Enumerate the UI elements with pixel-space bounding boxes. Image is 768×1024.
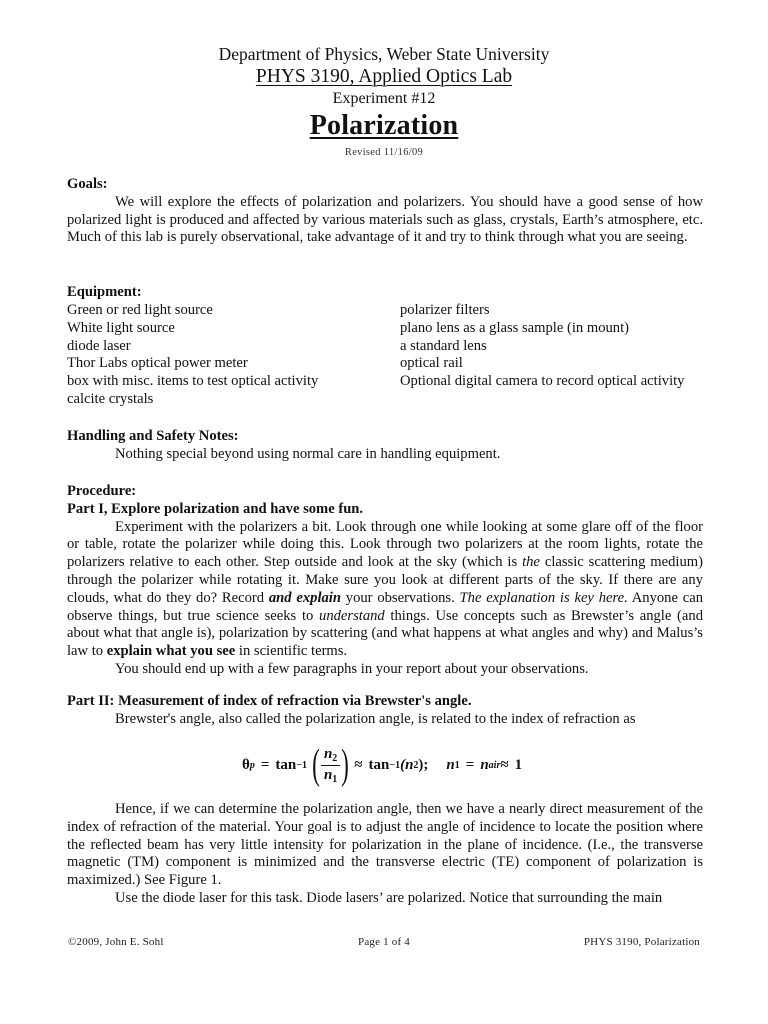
part2-paragraph-2: Use the diode laser for this task. Diode lasers’ are polarized. Notice that surrounding the main [115,889,663,906]
equipment-item: box with misc. items to test optical activity [67,373,319,390]
subscript: 1 [332,773,338,785]
numerator [321,746,340,766]
goals-paragraph: We will explore the effects of polarization and polarizers. You should have a good sense of how polarized light is produced and affected by various materials such as glass, crystals, Earth’s atmosphere, etc. Much of this lab is purely observational, take advantage of it and try to think through what you are seeing. [67,193,703,246]
document-title-text: Polarization [309,110,459,141]
right-paren: ) [341,742,350,788]
emphasis-and-explain: and explain [268,589,341,606]
equipment-item: plano lens as a glass sample (in mount) [400,319,629,336]
part2-heading: Part II: Measurement of index of refraction via Brewster's angle. [67,693,472,709]
emphasis-understand: understand [319,607,385,624]
course-title-text: PHYS 3190, Applied Optics Lab [255,66,513,87]
revision-date: Revised 11/16/09 [344,147,424,158]
equipment-item: Optional digital camera to record optical activity [400,373,685,390]
part2-section [67,693,703,729]
argument: (n [400,756,414,773]
goals-heading: Goals: [67,176,108,192]
text-run: Anyone can observe things, but true science seeks to [67,589,703,624]
equipment-item: Green or red light source [67,302,213,318]
equipment-heading: Equipment: [67,284,142,300]
footer-doc-title: PHYS 3190, Polarization [583,936,700,948]
text-run: Experiment with the polarizers a bit. Look through one while looking at some glare off of the floor or table, rotate the polarizer while doing this. Look through two polarizers at the room lights, rotate the polarizers relative to each other. Step outside and look at the sky (which is [67,518,703,571]
safety-heading: Handling and Safety Notes: [67,428,239,444]
text-run: classic scattering medium) through the polarizer while rotating it. Make sure you look at different parts of the sky. If there are any clouds, what do they do? Record [67,554,703,606]
equipment-column-right [400,302,710,391]
equipment-item: calcite crystals [67,390,154,407]
text-run: your observations. [340,589,460,606]
equipment-item: Thor Labs optical power meter [67,355,248,372]
approx-sign: ≈ [354,756,363,773]
part1-paragraph [67,519,703,661]
fraction [321,746,340,785]
subscript: p [249,759,255,771]
safety-section [67,428,703,464]
tan-function: tan [368,756,390,773]
part2-body [67,801,703,908]
text-run: in scientific terms. [235,643,348,660]
theta-symbol: θ [242,756,250,773]
denominator [324,766,337,785]
argument-close: ); [418,756,429,773]
superscript: −1 [296,759,307,771]
equipment-column-left [67,302,397,409]
experiment-number: Experiment #12 [332,90,436,107]
equipment-item: a standard lens [400,337,487,354]
variable: n [446,756,455,773]
emphasis-the: the [522,554,540,571]
subscript: air [488,759,501,771]
left-paren: ( [312,742,320,788]
variable: n [323,745,333,762]
procedure-heading: Procedure: [67,483,137,499]
subscript: 2 [332,752,338,764]
footer-copyright: ©2009, John E. Sohl [68,936,164,948]
emphasis-key-here: The explanation is key here. [459,589,628,606]
subscript: 1 [454,759,460,771]
part2-paragraph-1: Hence, if we can determine the polarization angle, then we have a nearly direct measurement of the index of refraction of the material. Your goal is to adjust the angle of incidence to locate the position where the reflected beam has very little intensity for polarization in the plane of incidence. (I.e., the transverse magnetic (TM) component is minimized and the transverse electric (TE) component of polarization is maximized.) See Figure 1. [67,801,703,889]
safety-paragraph: Nothing special beyond using normal care in handling equipment. [115,445,501,462]
equipment-item: optical rail [400,355,463,372]
equipment-item: White light source [67,319,175,336]
part2-intro: Brewster's angle, also called the polarization angle, is related to the index of refraction as [115,710,636,727]
equals-sign: = [465,756,475,773]
footer-page-number: Page 1 of 4 [358,936,410,948]
emphasis-explain-what-you-see: explain what you see [106,643,236,660]
course-title [0,66,768,88]
equipment-heading-wrap [67,284,703,302]
goals-section [67,176,703,247]
document-title [0,110,768,142]
equals-sign: = [260,756,270,773]
subscript: 2 [413,759,419,771]
equipment-item: diode laser [67,337,131,354]
part1-heading: Part I, Explore polarization and have some fun. [67,500,364,517]
brewster-equation [242,738,522,792]
variable: n [480,756,489,773]
part1-paragraph-2: You should end up with a few paragraphs in your report about your observations. [115,660,589,677]
text-run: things. Use concepts such as Brewster’s angle (and about what that angle is), polarization by scattering (and what happens at what angles and why) and Malus’s law to [67,607,703,660]
variable: n [323,766,333,783]
equipment-item: polarizer filters [400,302,490,318]
department-line: Department of Physics, Weber State University [218,44,550,64]
constant: 1 [514,756,523,773]
tan-function: tan [275,756,297,773]
approx-sign: ≈ [500,756,509,773]
superscript: −1 [389,759,401,771]
procedure-section [67,483,703,679]
